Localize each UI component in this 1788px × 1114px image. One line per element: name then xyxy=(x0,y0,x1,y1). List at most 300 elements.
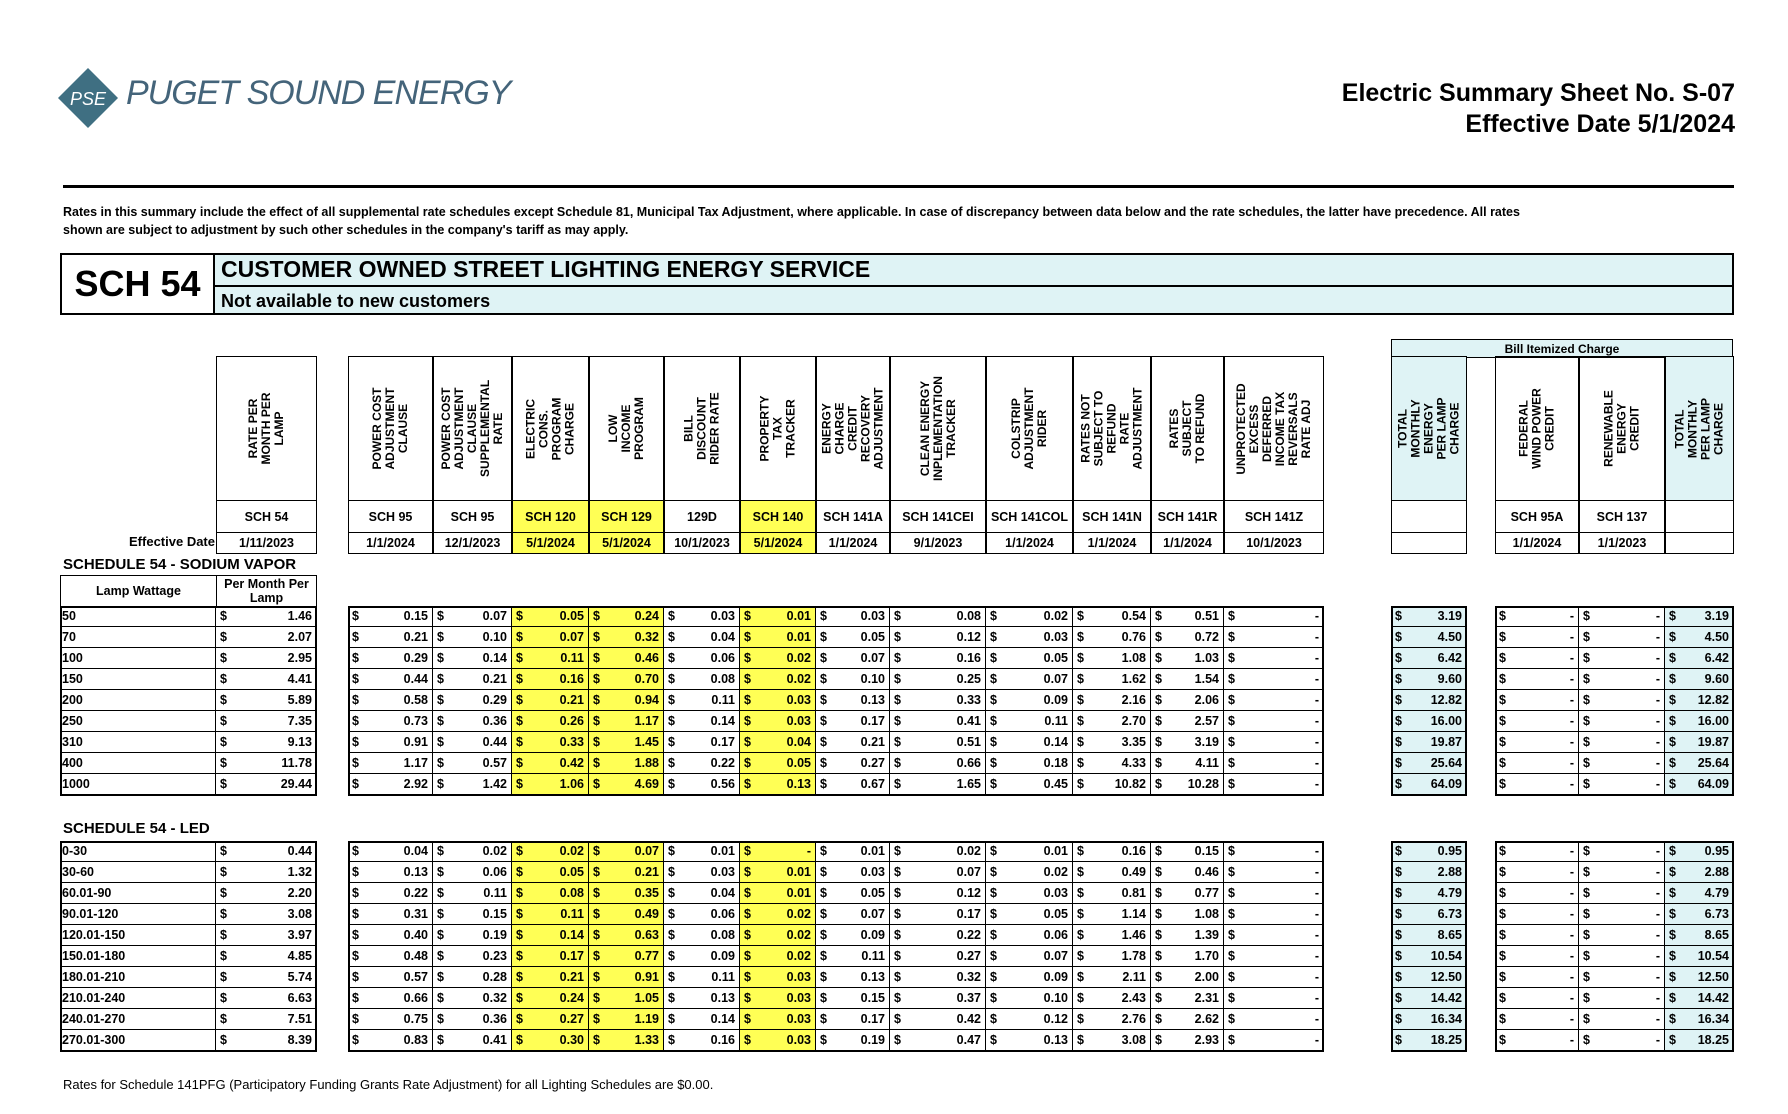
rate-value: 6.73 xyxy=(1704,907,1729,921)
currency-symbol: $ xyxy=(1155,735,1162,749)
schedule-effective-date: 5/1/2024 xyxy=(589,532,664,554)
rate-value: 0.11 xyxy=(1044,714,1068,728)
rate-value: 2.57 xyxy=(1194,714,1219,728)
currency-symbol: $ xyxy=(593,928,600,942)
rate-value: 0.09 xyxy=(860,928,885,942)
rate-value: 14.42 xyxy=(1430,991,1462,1005)
currency-symbol: $ xyxy=(668,844,675,858)
currency-symbol: $ xyxy=(744,949,751,963)
rate-value: 0.13 xyxy=(403,865,428,879)
schedule-number xyxy=(1391,500,1467,533)
currency-symbol: $ xyxy=(352,672,359,686)
rate-value: 0.01 xyxy=(860,844,885,858)
currency-symbol: $ xyxy=(220,865,227,879)
currency-symbol: $ xyxy=(516,886,523,900)
rate-value: 2.88 xyxy=(1437,865,1462,879)
lamp-wattage: 310 xyxy=(60,732,216,753)
lamp-wattage: 120.01-150 xyxy=(60,925,216,946)
currency-symbol: $ xyxy=(593,865,600,879)
rate-value: 0.21 xyxy=(634,865,659,879)
rate-value: 0.44 xyxy=(482,735,507,749)
rate-value: 2.62 xyxy=(1194,1012,1219,1026)
rate-value: 0.19 xyxy=(860,1033,885,1047)
rate-value: 0.05 xyxy=(860,886,885,900)
currency-symbol: $ xyxy=(1499,886,1506,900)
currency-symbol: $ xyxy=(1155,651,1162,665)
currency-symbol: $ xyxy=(516,693,523,707)
currency-symbol: $ xyxy=(516,1033,523,1047)
currency-symbol: $ xyxy=(437,693,444,707)
currency-symbol: $ xyxy=(1669,949,1676,963)
rate-value: - xyxy=(1569,693,1574,707)
column-header xyxy=(986,356,1073,501)
rate-value: 0.01 xyxy=(786,886,811,900)
rate-value: 0.83 xyxy=(403,1033,428,1047)
currency-symbol: $ xyxy=(352,844,359,858)
rate-value: - xyxy=(1569,756,1574,770)
currency-symbol: $ xyxy=(437,886,444,900)
currency-symbol: $ xyxy=(1228,865,1235,879)
currency-symbol: $ xyxy=(593,844,600,858)
rate-value: 0.21 xyxy=(482,672,507,686)
rate-value: 0.16 xyxy=(710,1033,735,1047)
rate-value: 0.18 xyxy=(1043,756,1068,770)
rate-value: 4.85 xyxy=(287,949,312,963)
currency-symbol: $ xyxy=(1499,907,1506,921)
currency-symbol: $ xyxy=(1499,672,1506,686)
column-header xyxy=(1073,356,1151,501)
rate-value: 2.00 xyxy=(1194,970,1219,984)
rate-value: 2.11 xyxy=(1122,970,1146,984)
section-title: SCHEDULE 54 - LED xyxy=(63,820,210,837)
rate-value: 0.03 xyxy=(860,865,885,879)
schedule-number: SCH 141A xyxy=(816,500,890,533)
rate-value: 0.12 xyxy=(956,630,981,644)
rate-value: 0.29 xyxy=(403,651,428,665)
rate-value: - xyxy=(1314,735,1319,749)
currency-symbol: $ xyxy=(593,970,600,984)
lamp-wattage: 250 xyxy=(60,711,216,732)
rate-value: 0.13 xyxy=(786,777,811,791)
currency-symbol: $ xyxy=(1155,693,1162,707)
rate-value: 0.81 xyxy=(1121,886,1146,900)
rate-value: 7.51 xyxy=(287,1012,312,1026)
rate-value: - xyxy=(1569,970,1574,984)
rate-value: - xyxy=(1569,714,1574,728)
rate-value: - xyxy=(1314,693,1319,707)
rate-value: 0.06 xyxy=(482,865,507,879)
currency-symbol: $ xyxy=(437,1033,444,1047)
rate-value: 4.41 xyxy=(287,672,312,686)
rate-value: 1.33 xyxy=(634,1033,659,1047)
rate-value: - xyxy=(1655,928,1660,942)
rate-value: 0.04 xyxy=(403,844,428,858)
currency-symbol: $ xyxy=(1669,672,1676,686)
rate-value: 0.15 xyxy=(860,991,885,1005)
rate-value: 8.65 xyxy=(1704,928,1729,942)
schedule-effective-date: 1/1/2024 xyxy=(1495,532,1579,554)
rate-value: - xyxy=(1569,651,1574,665)
currency-symbol: $ xyxy=(990,844,997,858)
rate-value: - xyxy=(1655,693,1660,707)
rate-value: - xyxy=(1655,1033,1660,1047)
rate-value: - xyxy=(1655,886,1660,900)
column-header-text: POWER COST ADJUSTMENT CLAUSE xyxy=(370,387,410,470)
currency-symbol: $ xyxy=(990,651,997,665)
currency-symbol: $ xyxy=(894,886,901,900)
rate-value: - xyxy=(1569,886,1574,900)
logo-badge-text: PSE xyxy=(69,89,107,109)
rate-value: 0.77 xyxy=(634,949,659,963)
currency-symbol: $ xyxy=(220,630,227,644)
currency-symbol: $ xyxy=(352,714,359,728)
currency-symbol: $ xyxy=(894,949,901,963)
rate-value: 0.42 xyxy=(956,1012,981,1026)
currency-symbol: $ xyxy=(668,714,675,728)
rate-value: - xyxy=(1655,714,1660,728)
currency-symbol: $ xyxy=(1155,970,1162,984)
rate-value: 0.77 xyxy=(1194,886,1219,900)
currency-symbol: $ xyxy=(820,991,827,1005)
rate-value: 0.11 xyxy=(560,907,584,921)
currency-symbol: $ xyxy=(1228,991,1235,1005)
currency-symbol: $ xyxy=(1077,756,1084,770)
rate-value: 25.64 xyxy=(1430,756,1462,770)
per-month-header: Per Month Per Lamp xyxy=(216,575,317,607)
currency-symbol: $ xyxy=(593,693,600,707)
currency-symbol: $ xyxy=(220,609,227,623)
currency-symbol: $ xyxy=(744,1012,751,1026)
schedule-number: SCH 129 xyxy=(589,500,664,533)
currency-symbol: $ xyxy=(744,609,751,623)
column-header-text: RATE PER MONTH PER LAMP xyxy=(246,392,286,465)
currency-symbol: $ xyxy=(1228,651,1235,665)
currency-symbol: $ xyxy=(820,651,827,665)
currency-symbol: $ xyxy=(668,865,675,879)
rate-value: 0.08 xyxy=(710,672,735,686)
rate-value: 1.39 xyxy=(1194,928,1219,942)
currency-symbol: $ xyxy=(1395,991,1402,1005)
rate-value: - xyxy=(1569,609,1574,623)
rate-value: 0.13 xyxy=(860,693,885,707)
rate-value: 1.54 xyxy=(1194,672,1219,686)
column-header xyxy=(1151,356,1224,501)
currency-symbol: $ xyxy=(437,865,444,879)
footnote: Rates for Schedule 141PFG (Participatory Funding Grants Rate Adjustment) for all Lighting Schedules are $0.00. xyxy=(63,1077,714,1092)
rate-value: 0.21 xyxy=(559,693,584,707)
currency-symbol: $ xyxy=(990,949,997,963)
currency-symbol: $ xyxy=(1228,886,1235,900)
rate-value: 0.54 xyxy=(1121,609,1146,623)
currency-symbol: $ xyxy=(352,886,359,900)
rate-value: 0.01 xyxy=(1043,844,1068,858)
currency-symbol: $ xyxy=(437,651,444,665)
column-header-text: RATES SUBJECT TO REFUND xyxy=(1167,393,1207,464)
lamp-wattage: 240.01-270 xyxy=(60,1009,216,1030)
rate-value: - xyxy=(1314,907,1319,921)
currency-symbol: $ xyxy=(1499,630,1506,644)
rate-value: 0.49 xyxy=(1121,865,1146,879)
currency-symbol: $ xyxy=(1583,630,1590,644)
currency-symbol: $ xyxy=(437,714,444,728)
currency-symbol: $ xyxy=(437,970,444,984)
rate-value: 3.19 xyxy=(1437,609,1462,623)
column-header xyxy=(1665,356,1734,501)
currency-symbol: $ xyxy=(744,756,751,770)
currency-symbol: $ xyxy=(1228,672,1235,686)
currency-symbol: $ xyxy=(1155,714,1162,728)
column-header-text: TOTAL MONTHLY PER LAMP CHARGE xyxy=(1672,397,1726,460)
rate-value: 0.25 xyxy=(956,672,981,686)
rate-value: 2.20 xyxy=(287,886,312,900)
rate-value: 0.02 xyxy=(1043,609,1068,623)
rate-value: 16.00 xyxy=(1430,714,1462,728)
currency-symbol: $ xyxy=(352,907,359,921)
rate-value: 12.82 xyxy=(1697,693,1729,707)
rate-value: 0.22 xyxy=(710,756,735,770)
rate-value: - xyxy=(1314,949,1319,963)
rate-value: 0.76 xyxy=(1121,630,1146,644)
currency-symbol: $ xyxy=(593,907,600,921)
rate-value: 0.35 xyxy=(634,886,659,900)
currency-symbol: $ xyxy=(516,928,523,942)
column-header-text: RATES NOT SUBJECT TO REFUND RATE ADJUSTMENT xyxy=(1078,387,1145,470)
currency-symbol: $ xyxy=(516,630,523,644)
currency-symbol: $ xyxy=(352,928,359,942)
rate-value: 8.65 xyxy=(1437,928,1462,942)
currency-symbol: $ xyxy=(1669,735,1676,749)
currency-symbol: $ xyxy=(593,949,600,963)
currency-symbol: $ xyxy=(1499,714,1506,728)
currency-symbol: $ xyxy=(352,651,359,665)
currency-symbol: $ xyxy=(1395,714,1402,728)
rate-value: 0.28 xyxy=(482,970,507,984)
currency-symbol: $ xyxy=(894,844,901,858)
rate-value: 0.03 xyxy=(786,1033,811,1047)
data-block xyxy=(1391,606,1467,796)
schedule-number: SCH 141CEI xyxy=(890,500,986,533)
rate-value: 2.93 xyxy=(1194,1033,1219,1047)
currency-symbol: $ xyxy=(744,630,751,644)
currency-symbol: $ xyxy=(1077,609,1084,623)
currency-symbol: $ xyxy=(744,970,751,984)
rate-value: 0.08 xyxy=(559,886,584,900)
currency-symbol: $ xyxy=(1155,756,1162,770)
currency-symbol: $ xyxy=(990,672,997,686)
currency-symbol: $ xyxy=(437,928,444,942)
rate-value: 0.30 xyxy=(559,1033,584,1047)
rate-value: - xyxy=(1314,991,1319,1005)
rate-value: - xyxy=(1569,991,1574,1005)
rate-value: 9.60 xyxy=(1437,672,1462,686)
currency-symbol: $ xyxy=(744,886,751,900)
currency-symbol: $ xyxy=(437,991,444,1005)
currency-symbol: $ xyxy=(894,735,901,749)
rate-value: 7.35 xyxy=(287,714,312,728)
rate-value: - xyxy=(1314,756,1319,770)
currency-symbol: $ xyxy=(1155,1012,1162,1026)
rate-value: 2.16 xyxy=(1121,693,1146,707)
rate-value: - xyxy=(1314,970,1319,984)
rate-value: 0.27 xyxy=(860,756,885,770)
data-block xyxy=(348,606,1324,796)
column-header-text: COLSTRIP ADJUSTMENT RIDER xyxy=(1009,387,1049,470)
rate-value: 0.05 xyxy=(559,865,584,879)
rate-value: 0.02 xyxy=(1043,865,1068,879)
pse-logo-icon xyxy=(56,66,120,130)
rate-value: - xyxy=(1569,844,1574,858)
rate-value: 0.15 xyxy=(1194,844,1219,858)
rate-value: 0.03 xyxy=(710,865,735,879)
column-header xyxy=(1391,356,1467,501)
rate-value: 0.91 xyxy=(634,970,659,984)
currency-symbol: $ xyxy=(1077,991,1084,1005)
currency-symbol: $ xyxy=(894,756,901,770)
rate-value: - xyxy=(1569,672,1574,686)
currency-symbol: $ xyxy=(1395,693,1402,707)
currency-symbol: $ xyxy=(593,1033,600,1047)
rate-value: 10.82 xyxy=(1114,777,1146,791)
currency-symbol: $ xyxy=(437,844,444,858)
currency-symbol: $ xyxy=(593,735,600,749)
schedule-code: SCH 54 xyxy=(60,253,215,315)
rate-value: - xyxy=(1569,907,1574,921)
rate-value: 0.15 xyxy=(482,907,507,921)
currency-symbol: $ xyxy=(820,1012,827,1026)
lamp-wattage: 50 xyxy=(60,606,216,627)
currency-symbol: $ xyxy=(1583,970,1590,984)
currency-symbol: $ xyxy=(1228,756,1235,770)
rate-value: 0.57 xyxy=(482,756,507,770)
currency-symbol: $ xyxy=(990,928,997,942)
currency-symbol: $ xyxy=(1583,651,1590,665)
rate-value: 1.62 xyxy=(1121,672,1146,686)
rate-value: 0.08 xyxy=(710,928,735,942)
schedule-number: SCH 141COL xyxy=(986,500,1073,533)
currency-symbol: $ xyxy=(516,735,523,749)
rate-value: 25.64 xyxy=(1697,756,1729,770)
rate-value: 0.42 xyxy=(559,756,584,770)
column-header xyxy=(1579,356,1665,501)
currency-symbol: $ xyxy=(894,970,901,984)
rate-value: 0.49 xyxy=(634,907,659,921)
currency-symbol: $ xyxy=(352,630,359,644)
rate-value: 0.66 xyxy=(403,991,428,1005)
rate-value: 4.11 xyxy=(1195,756,1219,770)
effective-date-label: Effective Date xyxy=(129,534,215,549)
rate-value: 0.33 xyxy=(559,735,584,749)
rate-value: 1.32 xyxy=(287,865,312,879)
currency-symbol: $ xyxy=(1228,630,1235,644)
rate-value: - xyxy=(1314,672,1319,686)
currency-symbol: $ xyxy=(990,886,997,900)
column-header xyxy=(1224,356,1324,501)
currency-symbol: $ xyxy=(990,630,997,644)
currency-symbol: $ xyxy=(1077,630,1084,644)
currency-symbol: $ xyxy=(990,907,997,921)
lamp-wattage: 270.01-300 xyxy=(60,1030,216,1051)
rate-value: 16.34 xyxy=(1430,1012,1462,1026)
currency-symbol: $ xyxy=(220,907,227,921)
currency-symbol: $ xyxy=(1395,865,1402,879)
currency-symbol: $ xyxy=(1077,844,1084,858)
currency-symbol: $ xyxy=(1395,907,1402,921)
rate-value: 0.48 xyxy=(403,949,428,963)
currency-symbol: $ xyxy=(1583,1033,1590,1047)
rate-value: 18.25 xyxy=(1430,1033,1462,1047)
rate-value: 0.13 xyxy=(860,970,885,984)
rate-value: 1.42 xyxy=(482,777,507,791)
currency-symbol: $ xyxy=(1583,1012,1590,1026)
rate-value: 0.02 xyxy=(956,844,981,858)
currency-symbol: $ xyxy=(437,907,444,921)
rate-value: 0.10 xyxy=(482,630,507,644)
rate-value: 0.10 xyxy=(1043,991,1068,1005)
schedule-effective-date xyxy=(1391,532,1467,554)
currency-symbol: $ xyxy=(220,1033,227,1047)
currency-symbol: $ xyxy=(1077,693,1084,707)
currency-symbol: $ xyxy=(516,777,523,791)
schedule-number: SCH 137 xyxy=(1579,500,1665,533)
currency-symbol: $ xyxy=(516,949,523,963)
currency-symbol: $ xyxy=(1395,735,1402,749)
rate-value: 12.82 xyxy=(1430,693,1462,707)
rate-value: 0.17 xyxy=(710,735,735,749)
currency-symbol: $ xyxy=(1583,949,1590,963)
rate-value: 3.19 xyxy=(1194,735,1219,749)
schedule-number: 129D xyxy=(664,500,740,533)
rate-value: 0.02 xyxy=(786,928,811,942)
currency-symbol: $ xyxy=(1395,1012,1402,1026)
rate-value: 2.76 xyxy=(1121,1012,1146,1026)
lamp-wattage: 150.01-180 xyxy=(60,946,216,967)
rate-value: 3.08 xyxy=(287,907,312,921)
currency-symbol: $ xyxy=(820,886,827,900)
currency-symbol: $ xyxy=(1077,928,1084,942)
column-header-text: ELECTRIC CONS. PROGRAM CHARGE xyxy=(523,397,577,460)
lamp-wattage: 210.01-240 xyxy=(60,988,216,1009)
currency-symbol: $ xyxy=(1155,907,1162,921)
rate-value: 0.21 xyxy=(559,970,584,984)
currency-symbol: $ xyxy=(668,1033,675,1047)
currency-symbol: $ xyxy=(1077,907,1084,921)
rate-value: 3.19 xyxy=(1704,609,1729,623)
currency-symbol: $ xyxy=(820,777,827,791)
rate-value: 0.12 xyxy=(1043,1012,1068,1026)
currency-symbol: $ xyxy=(744,928,751,942)
rate-value: 0.95 xyxy=(1704,844,1729,858)
currency-symbol: $ xyxy=(1228,609,1235,623)
rate-value: 0.03 xyxy=(786,693,811,707)
currency-symbol: $ xyxy=(990,970,997,984)
currency-symbol: $ xyxy=(744,777,751,791)
rate-value: 0.19 xyxy=(482,928,507,942)
rate-value: 0.14 xyxy=(559,928,584,942)
rate-value: 0.03 xyxy=(786,970,811,984)
rate-value: - xyxy=(1655,609,1660,623)
currency-symbol: $ xyxy=(1669,907,1676,921)
currency-symbol: $ xyxy=(220,777,227,791)
rate-value: 0.41 xyxy=(956,714,981,728)
currency-symbol: $ xyxy=(894,928,901,942)
currency-symbol: $ xyxy=(1583,907,1590,921)
rate-value: 0.07 xyxy=(482,609,507,623)
currency-symbol: $ xyxy=(516,844,523,858)
currency-symbol: $ xyxy=(1077,651,1084,665)
currency-symbol: $ xyxy=(1077,1012,1084,1026)
rate-value: 0.03 xyxy=(860,609,885,623)
rate-value: 3.08 xyxy=(1121,1033,1146,1047)
